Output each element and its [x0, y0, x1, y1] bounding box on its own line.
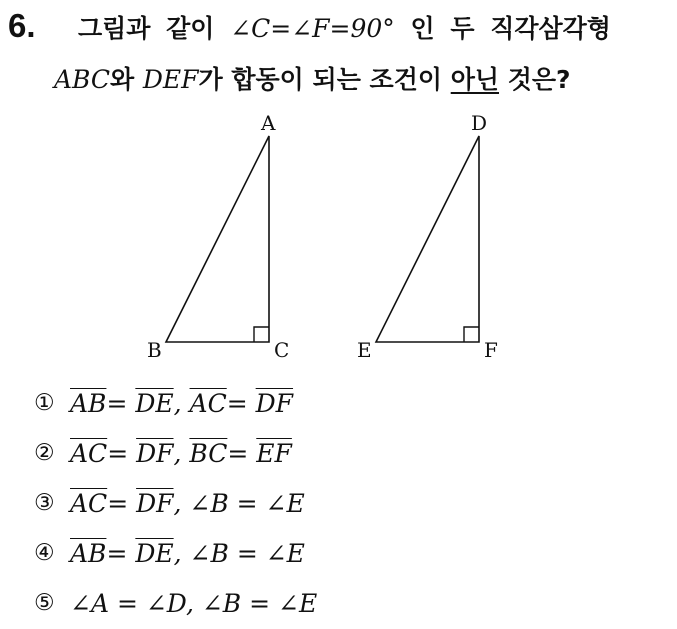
choice-text: = [226, 388, 256, 418]
vertex-label-c: C [274, 338, 290, 362]
choice-5[interactable] [34, 578, 317, 628]
segment-label: $\overline{BC}$ [189, 438, 228, 468]
choice-text: , [173, 538, 190, 568]
segment-label: $\overline{EF}$ [256, 438, 292, 468]
choice-3[interactable] [34, 478, 317, 528]
segment-label: $\overline{AB}$ [70, 538, 107, 568]
right-angle-mark-c [254, 327, 269, 342]
choice-text: = [106, 388, 136, 418]
triangle-def-shape [376, 136, 479, 342]
question-connector-1: 와 [110, 65, 143, 94]
emphasis-not: 아닌 [450, 65, 500, 94]
choice-4[interactable] [34, 528, 317, 578]
triangle-abc-shape [166, 136, 269, 342]
choice-1[interactable] [34, 378, 317, 428]
question-number: 6. [8, 7, 36, 44]
choice-text: ∠B = ∠E [189, 488, 305, 518]
choice-marker: ④ [34, 540, 55, 566]
choice-text: = [227, 438, 257, 468]
vertex-label-b: B [147, 338, 162, 362]
choice-marker: ① [34, 390, 55, 416]
choice-text: , [173, 488, 190, 518]
answer-choices [34, 378, 317, 628]
vertex-label-e: E [357, 338, 372, 362]
choice-text: ∠A = ∠D, ∠B = ∠E [70, 588, 318, 618]
segment-label: $\overline{AC}$ [70, 438, 108, 468]
question-connector-2: 가 합동이 되는 조건이 [198, 65, 451, 94]
choice-text: , [173, 438, 190, 468]
choice-marker: ② [34, 440, 55, 466]
triangle-def [357, 111, 498, 362]
segment-label: $\overline{AB}$ [70, 388, 107, 418]
segment-label: $\overline{DF}$ [136, 488, 174, 518]
segment-label: $\overline{DE}$ [135, 538, 174, 568]
right-angle-condition: ∠C=∠F=90° [230, 14, 395, 43]
triangle-abc [147, 111, 289, 362]
vertex-label-f: F [484, 338, 498, 362]
choice-marker: ③ [34, 490, 55, 516]
question-text-prefix: 그림과 같이 [78, 14, 215, 43]
choice-text: ∠B = ∠E [189, 538, 305, 568]
segment-label: $\overline{AC}$ [189, 388, 227, 418]
vertex-label-d: D [471, 111, 488, 135]
choice-text: , [173, 388, 190, 418]
segment-label: $\overline{DF}$ [255, 388, 294, 418]
triangle-def-name: DEF [142, 65, 199, 94]
vertex-label-a: A [261, 111, 276, 135]
segment-label: $\overline{DF}$ [136, 438, 174, 468]
choice-marker: ⑤ [34, 590, 55, 616]
segment-label: $\overline{DE}$ [135, 388, 174, 418]
choice-2[interactable] [34, 428, 317, 478]
question-ending: 것은? [499, 65, 571, 94]
triangle-abc-name: ABC [54, 65, 111, 94]
segment-label: $\overline{AC}$ [70, 488, 108, 518]
choice-text: = [106, 538, 136, 568]
choice-text: = [107, 488, 137, 518]
question-text-suffix: 인 두 직각삼각형 [410, 14, 611, 43]
right-angle-mark-f [464, 327, 479, 342]
choice-text: = [107, 438, 137, 468]
